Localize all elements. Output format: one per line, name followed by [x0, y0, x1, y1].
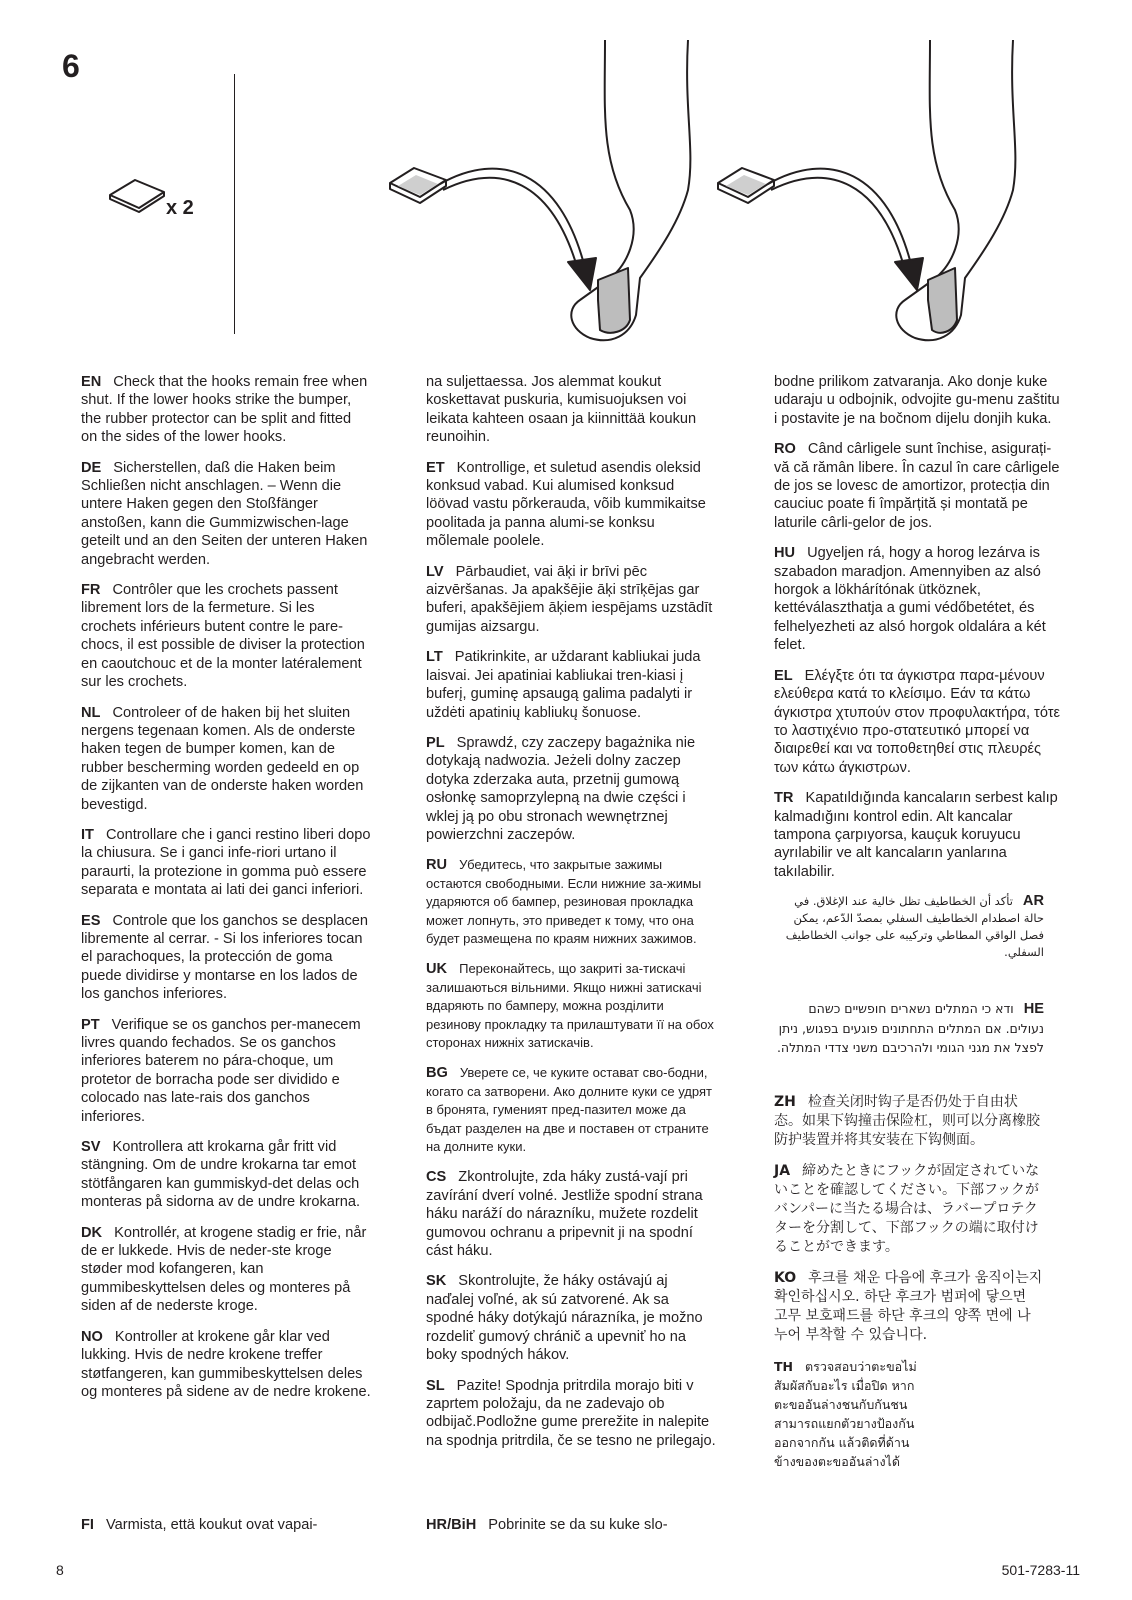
hook-illustration-1 [390, 40, 690, 340]
paragraph-tr: TR Kapatıldığında kancaların serbest kalıp kalmadığını kontrol edin. Alt kancalar tampona çarpıyorsa, kauçuk koruyucu ayrılabilir ve alt kancaların yanlarına takılabilir. [774, 790, 1058, 880]
rubber-pad-icon [110, 180, 164, 212]
paragraph-fi-start: FI Varmista, että koukut ovat vapai- [81, 1517, 318, 1533]
quantity-label: x 2 [166, 197, 194, 219]
page-number: 8 [56, 1562, 64, 1578]
paragraph-he: HEודא כי המתלים נשארים חופשיים כשהם נעולים. אם המתלים התחתונים פוגעים בפגוש, ניתן לפצל את מגני הגומי ולהרכיבם משני צדדי המתלה. [776, 1001, 1044, 1056]
paragraph-dk: DK Kontrollér, at krogene stadig er frie, når de er lukkede. Hvis de neder-ste kroge støder mod kofangeren, kan gummibeskyttelsen deles og monteres på siden af de nederste kroge. [81, 1224, 367, 1315]
paragraph-et: ET Kontrollige, et suletud asendis oleksid konksud vabad. Kui alumised konksud löövad vastu põrkerauda, võib kummikaitse poolitada ja panna alumi-se konksu mõlemale poolele. [426, 459, 706, 550]
paragraph-nl: NL Controleer of de haken bij het sluiten nergens tegenaan komen. Als de onderste haken tegen de bumper komen, kan de rubber bescherming worden gedeeld en op de zijkanten van de onderste haken worden bevestigd. [81, 704, 364, 813]
paragraph-ar: ARتأكد أن الخطاطيف تظل خالية عند الإغلاق. في حالة اصطدام الخطاطيف السفلي بمصدّ الدّعم، يمكن فصل الواقي المطاطي وتركيبه على جوانب الخطاطيف السفلي. [785, 893, 1044, 960]
paragraph-pt: PT Verifique se os ganchos per-manecem livres quando fechados. Se os ganchos inferiores baterem no pára-choque, um protetor de borracha pode ser dividido e colocado nas late-rais dos ganchos inferiores. [81, 1016, 361, 1125]
paragraph-ko: KO 후크를 채운 다음에 후크가 움직이는지 확인하십시오. 하단 후크가 범퍼에 닿으면 고무 보호패드를 하단 후크의 양쪽 면에 나누어 부착할 수 있습니다. [774, 1270, 1043, 1344]
paragraph-ro: RO Când cârligele sunt închise, asigurați-vă că rămân libere. În cazul în care cârligele de jos se lovesc de amortizor, protecția din cauciuc poate fi împărțită și montată pe laturile cârli-gelor de jos. [774, 441, 1060, 531]
paragraph-ja: JA 締めたときにフックが固定されていないことを確認してください。下部フックがバンパーに当たる場合は、ラバープロテクターを分割して、下部フックの端に取付けることができます。 [774, 1163, 1040, 1256]
document-number: 501-7283-11 [1001, 1562, 1080, 1578]
paragraph-de: DE Sicherstellen, daß die Haken beim Schließen nicht anschlagen. – Wenn die untere Haken gegen den Stoßfänger anstoßen, kann die Gummizwischen-lage geteilt und an den Seiten der unteren Haken angebracht werden. [81, 459, 368, 568]
paragraph-zh: ZH 检查关闭时钩子是否仍处于自由状态。如果下钩撞击保险杠，则可以分离橡胶防护装置并将其安装在下钩侧面。 [774, 1094, 1040, 1149]
paragraph-fi-cont: na suljettaessa. Jos alemmat koukut koskettavat puskuria, kumisuojuksen voi leikata kahteen osaan ja kiinnittää koukun reunoihin. [426, 374, 697, 446]
paragraph-bg: BG Уверете се, че куките остават сво-бодни, когато са затворени. Ако долните куки се удрят в бронята, гуменият пред-пазител може да бъдат разделен на две и поставен от страните на долните куки. [426, 1065, 712, 1155]
paragraph-sl: SL Pazite! Spodnja pritrdila morajo biti v zaprtem položaju, da ne zadevajo ob odbijač.Podložne gume prerežite in nalepite na spodnja pritrdila, če se tesno ne prilegajo. [426, 1377, 716, 1449]
paragraph-lt: LT Patikrinkite, ar uždarant kabliukai juda laisvai. Jei apatiniai kabliukai tren-kiasi į buferį, guminę apsaugą galima padalyti ir uždėti apatinių kabliukų šonuose. [426, 649, 701, 721]
paragraph-sk: SK Skontrolujte, že háky ostávajú aj naďalej voľné, ak sú zatvorené. Ak sa spodné háky dotýkajú nárazníka, je možno rozdeliť gumový chránič a upevniť ho na boky spodných hákov. [426, 1273, 703, 1364]
paragraph-cs: CS Zkontrolujte, zda háky zustá-vají pri zavírání dverí volné. Jestliže spodní strana háku naráží do nárazníku, mužete rozdelit gumovou ochranu a pripevnit ji na spodní cást háku. [426, 1169, 703, 1260]
paragraph-fr: FR Contrôler que les crochets passent librement lors de la fermeture. Si les crochets inférieurs butent contre le pare-chocs, il est possible de diviser la protection en caoutchouc et de la monter latéralement sur les crochets. [81, 582, 365, 691]
paragraph-hr-cont: bodne prilikom zatvaranja. Ako donje kuke udaraju u odbojnik, odvojite gu-menu zaštitu i postavite je na bočnom dijelu donjih kuka. [774, 374, 1060, 427]
paragraph-ru: RU Убедитесь, что закрытые зажимы остаются свободными. Если нижние за-жимы ударяются об бампер, резиновая прокладка может лопнуть, это приведет к тому, что она будет размещена по краям нижних зажимов. [426, 857, 702, 946]
paragraph-sv: SV Kontrollera att krokarna går fritt vid stängning. Om de undre krokarna tar emot stötfångaren kan gummiskyd-det delas och monteras på sidorna av de undre krokarna. [81, 1139, 361, 1211]
text-column-2 [426, 373, 718, 1462]
paragraph-uk: UK Переконайтесь, що закриті за-тискачі залишаються вільними. Якщо нижні затискачі вдаряють по бамперу, можна розділити резинову прокладку та прилаштувати її на обох сторонах нижніх затискачів. [426, 961, 714, 1050]
paragraph-hr-start: HR/BiH Pobrinite se da su kuke slo- [426, 1517, 668, 1533]
text-column-1 [81, 373, 371, 1413]
hook-illustration-2 [718, 40, 1015, 340]
paragraph-lv: LV Pārbaudiet, vai āķi ir brīvi pēc aizvēršanas. Ja apakšējie āķi strīķējas gar buferi, apakšējiem āķiem iespējams uzstādīt gumijas aizsargu. [426, 563, 713, 635]
paragraph-no: NO Kontroller at krokene går klar ved lukking. Hvis de nedre krokene treffer støtfangeren, kan gummibeskyttelsen deles og monteres på sidene av de nedre krokene. [81, 1328, 371, 1400]
paragraph-es: ES Controle que los ganchos se desplacen libremente al cerrar. - Si los inferiores tocan el parachoques, la protección de goma puede dividirse y montarse en los lados de los ganchos inferiores. [81, 912, 369, 1003]
text-column-3 [774, 373, 1066, 1483]
paragraph-pl: PL Sprawdź, czy zaczepy bagażnika nie dotykają nadwozia. Jeżeli dolny zaczep dotyka zderzaka auta, przetnij gumową osłonkę samoprzylepną na dwie części i wklej ją po obu stronach wewnętrznej powierzchni zaczepów. [426, 734, 696, 843]
paragraph-en: EN Check that the hooks remain free when shut. If the lower hooks strike the bumper, the rubber protector can be split and fitted on the sides of the lower hooks. [81, 374, 368, 446]
paragraph-th: TH ตรวจสอบว่าตะขอไม่สัมผัสกับอะไร เมื่อปิด หากตะขออันล่างชนกับกันชน สามารถแยกตัวยางป้องกันออกจากกัน แล้วติดที่ด้านข้างของตะขออันล่างได้ [774, 1359, 917, 1470]
paragraph-el: EL Ελέγξτε ότι τα άγκιστρα παρα-μένουν ελεύθερα κατά το κλείσιμο. Εάν τα κάτω άγκιστρα χτυπούν στον προφυλακτήρα, τότε το λαστιχένιο προ-στατευτικό μπορεί να διαιρεθεί και να τοποθετηθεί στις πλευρές των κάτω άγκιστρων. [774, 667, 1061, 776]
paragraph-hu: HU Ugyeljen rá, hogy a horog lezárva is szabadon maradjon. Amennyiben az alsó horgok a lökhárítónak ütköznek, kettéválaszthatja a gumi védőbetétet, és felhelyezheti az alsó horgok oldalára a két felet. [774, 545, 1046, 654]
step-number: 6 [62, 48, 80, 84]
paragraph-it: IT Controllare che i ganci restino liberi dopo la chiusura. Se i ganci infe-riori urtano il paraurti, la protezione in gomma può essere separata e montata ai lati dei ganci inferiori. [81, 826, 371, 899]
installation-illustration [0, 0, 1132, 360]
